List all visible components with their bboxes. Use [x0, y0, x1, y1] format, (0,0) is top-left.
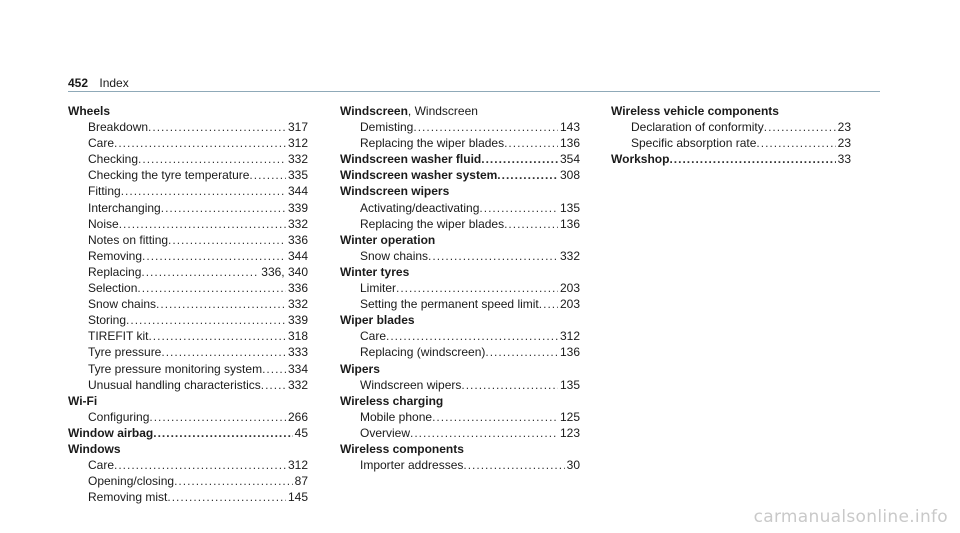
page-ref[interactable]: 318: [287, 329, 308, 344]
entry-label: Selection: [88, 281, 138, 296]
leader-dots: [261, 377, 286, 393]
entry-label: Checking the tyre temperature: [88, 168, 250, 183]
index-subentry[interactable]: [68, 216, 308, 232]
page-ref[interactable]: 317: [287, 120, 308, 135]
index-subentry[interactable]: [68, 232, 308, 248]
page-header: [68, 76, 129, 90]
page-ref[interactable]: 87: [294, 474, 308, 489]
index-subentry[interactable]: [68, 119, 308, 135]
entry-label: Care: [88, 458, 115, 473]
entry-label: Opening/closing: [88, 474, 175, 489]
entry-label: Overview: [360, 425, 411, 440]
entry-label: Windscreen washer fluid: [340, 152, 482, 167]
index-subentry[interactable]: [340, 328, 580, 344]
page-ref[interactable]: 203: [559, 297, 580, 312]
entry-label: Care: [88, 136, 115, 151]
leader-dots: [148, 328, 286, 344]
leader-dots: [167, 489, 286, 505]
entry-label: Noise: [88, 216, 119, 231]
page-ref[interactable]: 136: [559, 345, 580, 360]
leader-dots: [428, 248, 558, 264]
entry-label: Windscreen wipers: [360, 377, 462, 392]
page-ref[interactable]: 336: [287, 281, 308, 296]
heading-suffix: , Windscreen: [407, 104, 478, 118]
leader-dots: [504, 216, 558, 232]
entry-label: Tyre pressure: [88, 345, 162, 360]
leader-dots: [138, 151, 286, 167]
index-subentry[interactable]: [68, 248, 308, 264]
page-ref[interactable]: 336: [287, 232, 308, 247]
index-subentry[interactable]: [611, 119, 851, 135]
index-heading: [68, 441, 308, 457]
index-heading: [340, 103, 580, 119]
heading-label: Winter operation: [340, 232, 436, 247]
page-ref[interactable]: 143: [559, 120, 580, 135]
heading-label: Winter tyres: [340, 264, 410, 279]
heading-label: Wi-Fi: [68, 393, 98, 408]
leader-dots: [479, 200, 558, 216]
heading-label: Wireless charging: [340, 393, 444, 408]
entry-label: Window airbag: [68, 425, 154, 440]
index-subentry[interactable]: [68, 264, 308, 280]
index-subentry[interactable]: [340, 344, 580, 360]
leader-dots: [168, 232, 286, 248]
page-ref[interactable]: 23: [837, 136, 851, 151]
entry-label: Notes on fitting: [88, 232, 169, 247]
index-heading: [340, 312, 580, 328]
leader-dots: [432, 409, 558, 425]
page-ref[interactable]: 136: [559, 136, 580, 151]
leader-dots: [413, 119, 558, 135]
index-subentry[interactable]: [68, 328, 308, 344]
page-number: 452: [68, 76, 89, 90]
leader-dots: [174, 473, 293, 489]
leader-dots: [669, 151, 835, 167]
entry-label: Declaration of conformity: [631, 120, 764, 135]
index-subentry[interactable]: [68, 377, 308, 393]
entry-label: Removing: [88, 248, 143, 263]
index-subentry[interactable]: [68, 296, 308, 312]
leader-dots: [485, 344, 558, 360]
page-ref[interactable]: 135: [559, 377, 580, 392]
index-column-3: [611, 103, 851, 167]
entry-label: Replacing: [88, 264, 142, 279]
entry-label: Storing: [88, 313, 127, 328]
entry-label: Interchanging: [88, 200, 161, 215]
heading-label: Wireless components: [340, 441, 464, 456]
page-ref[interactable]: 336, 340: [261, 264, 308, 279]
entry-label: Limiter: [360, 281, 397, 296]
index-heading: [340, 361, 580, 377]
heading-label: Windscreen wipers: [340, 184, 450, 199]
page-ref[interactable]: 45: [294, 425, 308, 440]
heading-label: Windscreen: [340, 104, 408, 118]
entry-label: Snow chains: [360, 248, 429, 263]
index-subentry[interactable]: [611, 135, 851, 151]
index-subentry[interactable]: [68, 344, 308, 360]
leader-dots: [461, 377, 558, 393]
header-divider: [68, 91, 880, 92]
leader-dots: [161, 344, 286, 360]
leader-dots: [764, 119, 836, 135]
index-subentry[interactable]: [68, 409, 308, 425]
leader-dots: [386, 328, 558, 344]
page-ref[interactable]: 332: [287, 297, 308, 312]
index-heading: [340, 441, 580, 457]
index-heading: [611, 103, 851, 119]
entry-label: Workshop: [611, 152, 670, 167]
index-entry[interactable]: [340, 151, 580, 167]
page-ref[interactable]: 339: [287, 313, 308, 328]
leader-dots: [141, 264, 259, 280]
entry-label: Configuring: [88, 409, 150, 424]
leader-dots: [481, 151, 558, 167]
page-ref[interactable]: 332: [287, 377, 308, 392]
leader-dots: [539, 296, 558, 312]
index-heading: [340, 232, 580, 248]
index-heading: [340, 183, 580, 199]
leader-dots: [114, 135, 286, 151]
index-subentry[interactable]: [68, 135, 308, 151]
index-subentry[interactable]: [340, 216, 580, 232]
page-ref[interactable]: 335: [287, 168, 308, 183]
index-heading: [340, 393, 580, 409]
index-subentry[interactable]: [340, 457, 580, 473]
index-entry[interactable]: [611, 151, 851, 167]
page-ref[interactable]: 308: [559, 168, 580, 183]
entry-label: Windscreen washer system: [340, 168, 498, 183]
index-subentry[interactable]: [340, 377, 580, 393]
page-ref[interactable]: 135: [559, 200, 580, 215]
entry-label: Demisting: [360, 120, 414, 135]
index-column-2: [340, 103, 580, 473]
leader-dots: [161, 200, 286, 216]
index-subentry[interactable]: [340, 296, 580, 312]
entry-label: Replacing the wiper blades: [360, 136, 505, 151]
page-ref[interactable]: 344: [287, 184, 308, 199]
heading-label: Wheels: [68, 104, 111, 118]
leader-dots: [126, 312, 286, 328]
watermark-logo: carmanualsonline.info: [753, 507, 948, 527]
page-ref[interactable]: 312: [287, 458, 308, 473]
entry-label: Specific absorption rate: [631, 136, 757, 151]
heading-label: Windows: [68, 441, 121, 456]
page-ref[interactable]: 332: [559, 248, 580, 263]
entry-label: Importer addresses: [360, 458, 464, 473]
index-subentry[interactable]: [340, 119, 580, 135]
index-subentry[interactable]: [68, 167, 308, 183]
leader-dots: [463, 457, 564, 473]
entry-label: Replacing (windscreen): [360, 345, 486, 360]
leader-dots: [262, 361, 286, 377]
leader-dots: [137, 280, 286, 296]
entry-label: Snow chains: [88, 297, 157, 312]
index-subentry[interactable]: [340, 248, 580, 264]
page-ref[interactable]: 33: [837, 152, 851, 167]
page-ref[interactable]: 136: [559, 216, 580, 231]
index-subentry[interactable]: [340, 200, 580, 216]
index-subentry[interactable]: [68, 200, 308, 216]
entry-label: Fitting: [88, 184, 121, 199]
entry-label: Checking: [88, 152, 139, 167]
page-ref[interactable]: 339: [287, 200, 308, 215]
heading-label: Wiper blades: [340, 313, 415, 328]
page-ref[interactable]: 30: [566, 458, 580, 473]
index-subentry[interactable]: [68, 312, 308, 328]
page-ref[interactable]: 312: [287, 136, 308, 151]
index-subentry[interactable]: [68, 151, 308, 167]
page-ref[interactable]: 333: [287, 345, 308, 360]
entry-label: TIREFIT kit: [88, 329, 149, 344]
index-column-1: [68, 103, 308, 505]
page-ref[interactable]: 23: [837, 120, 851, 135]
page-ref[interactable]: 266: [287, 409, 308, 424]
leader-dots: [497, 167, 558, 183]
page-ref[interactable]: 332: [287, 152, 308, 167]
index-subentry[interactable]: [340, 409, 580, 425]
leader-dots: [249, 167, 286, 183]
section-title: Index: [99, 76, 129, 90]
index-subentry[interactable]: [68, 280, 308, 296]
heading-label: Wireless vehicle components: [611, 104, 779, 118]
leader-dots: [756, 135, 835, 151]
index-subentry[interactable]: [68, 457, 308, 473]
leader-dots: [153, 425, 292, 441]
index-heading: [340, 264, 580, 280]
index-entry[interactable]: [340, 167, 580, 183]
index-subentry[interactable]: [340, 280, 580, 296]
leader-dots: [148, 119, 286, 135]
index-subentry[interactable]: [340, 135, 580, 151]
page-ref[interactable]: 332: [287, 216, 308, 231]
entry-label: Removing mist: [88, 490, 168, 505]
leader-dots: [119, 216, 286, 232]
entry-label: Replacing the wiper blades: [360, 216, 505, 231]
leader-dots: [121, 183, 286, 199]
index-subentry[interactable]: [68, 183, 308, 199]
page-ref[interactable]: 203: [559, 281, 580, 296]
entry-label: Breakdown: [88, 120, 149, 135]
entry-label: Care: [360, 329, 387, 344]
leader-dots: [149, 409, 286, 425]
index-entry[interactable]: [68, 425, 308, 441]
leader-dots: [156, 296, 286, 312]
entry-label: Activating/deactivating: [360, 200, 480, 215]
leader-dots: [114, 457, 286, 473]
page-ref[interactable]: 344: [287, 248, 308, 263]
index-heading: [68, 103, 308, 119]
leader-dots: [504, 135, 558, 151]
page-ref[interactable]: 334: [287, 361, 308, 376]
page-ref[interactable]: 354: [559, 152, 580, 167]
index-subentry[interactable]: [68, 473, 308, 489]
leader-dots: [410, 425, 558, 441]
entry-label: Unusual handling characteristics: [88, 377, 261, 392]
heading-label: Wipers: [340, 361, 380, 376]
index-subentry[interactable]: [340, 425, 580, 441]
page-ref[interactable]: 145: [287, 490, 308, 505]
page-ref[interactable]: 123: [559, 425, 580, 440]
page-ref[interactable]: 312: [559, 329, 580, 344]
leader-dots: [142, 248, 286, 264]
leader-dots: [396, 280, 558, 296]
entry-label: Mobile phone: [360, 409, 433, 424]
entry-label: Tyre pressure monitoring system: [88, 361, 263, 376]
index-heading: [68, 393, 308, 409]
index-subentry[interactable]: [68, 489, 308, 505]
index-subentry[interactable]: [68, 361, 308, 377]
entry-label: Setting the permanent speed limit: [360, 297, 539, 312]
page-ref[interactable]: 125: [559, 409, 580, 424]
